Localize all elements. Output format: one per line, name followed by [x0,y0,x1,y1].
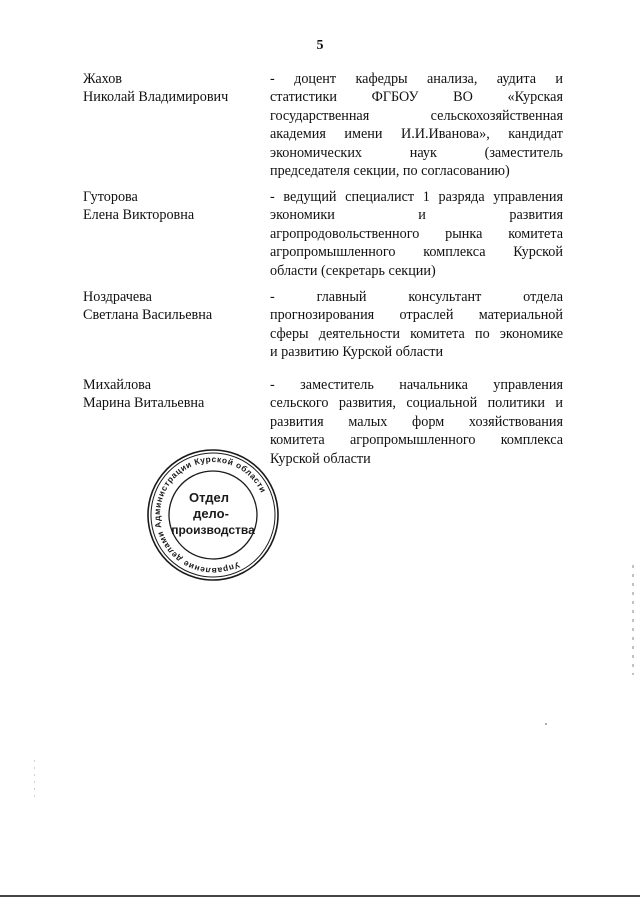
position-line: агропромышленного комплекса Курской [270,244,563,261]
scan-artifact [34,760,35,800]
member-surname: Ноздрачева [83,289,152,305]
member-position [270,288,563,362]
member-given-names: Марина Витальевна [83,395,205,412]
official-stamp [146,448,280,582]
position-line: агропродовольственного рынка комитета [270,225,563,242]
scan-artifact [632,565,634,675]
member-given-names: Николай Владимирович [83,89,229,106]
position-line: прогнозирования отраслей материальной [270,307,563,324]
position-line: Курской области [270,450,371,467]
stamp-ring-text: Управление делами Администрации Курской области [151,453,269,577]
stamp-center-line: Отдел [188,490,230,505]
member-name [83,376,263,413]
member-given-names: Светлана Васильевна [83,307,213,324]
member-surname: Гуторова [83,189,138,205]
position-line: - заместитель начальника управления [270,377,563,393]
member-given-names: Елена Викторовна [83,207,195,224]
stamp-seal [146,448,280,582]
member-surname: Жахов [83,71,123,87]
position-line: развития малых форм хозяйствования [270,413,563,430]
member-name [83,70,263,107]
position-line: председателя секции, по согласованию) [270,163,510,180]
page-bottom-edge [0,895,640,897]
member-position [270,70,563,180]
member-name [83,288,263,325]
position-line: экономических наук (заместитель [270,144,563,161]
stamp-center-line: дело- [193,506,229,521]
position-line: комитета агропромышленного комплекса [270,432,563,449]
position-line: сельского развития, социальной политики и [270,395,563,412]
position-line: экономики и развития [270,207,563,224]
member-position [270,188,563,280]
position-line: статистики ФГБОУ ВО «Курская [270,89,563,106]
page-number: 5 [316,38,324,53]
position-line: области (секретарь секции) [270,262,436,279]
member-name [83,188,263,225]
stamp-center-line: производства [171,523,255,537]
position-line: - ведущий специалист 1 разряда управления [270,189,563,205]
member-position [270,376,563,468]
position-line: - доцент кафедры анализа, аудита и [270,71,563,87]
position-line: государственная сельскохозяйственная [270,107,563,124]
position-line: - главный консультант отдела [270,289,563,305]
position-line: и развитию Курской области [270,344,444,361]
position-line: сферы деятельности комитета по экономике [270,325,563,342]
member-surname: Михайлова [83,377,151,393]
position-line: академия имени И.И.Иванова», кандидат [270,126,563,143]
scan-artifact [545,723,547,725]
